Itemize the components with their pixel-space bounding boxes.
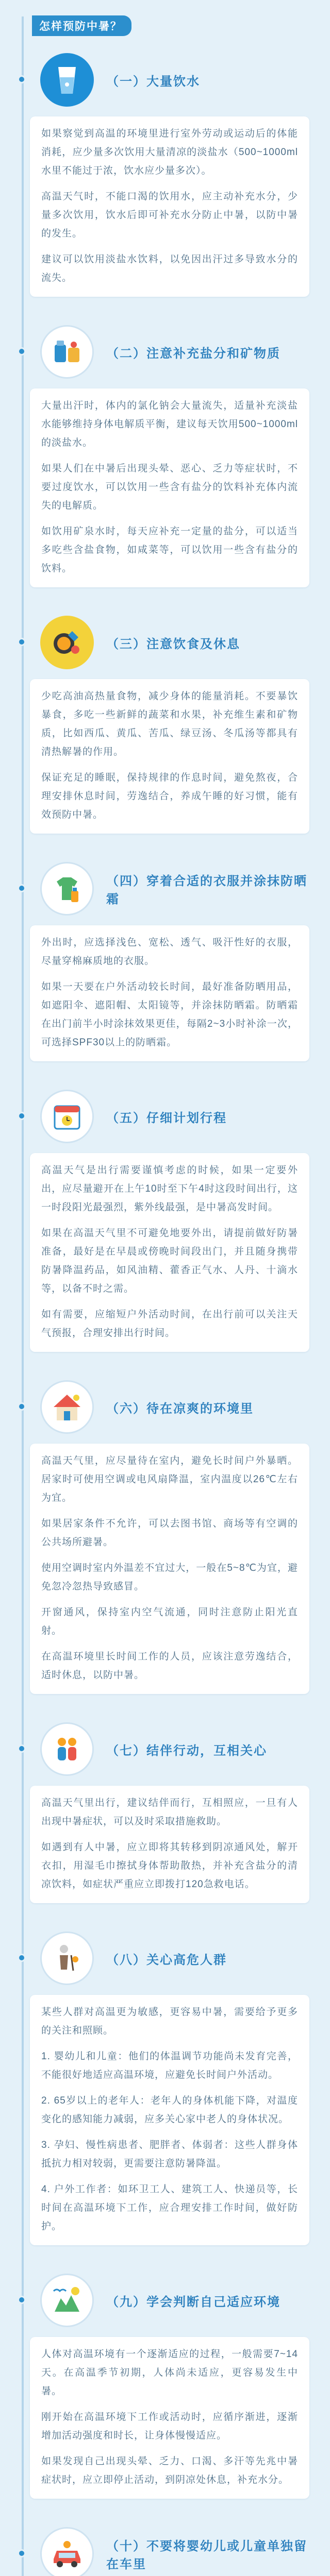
section-title: （一）大量饮水 — [106, 74, 200, 89]
section-title: （五）仔细计划行程 — [106, 1111, 227, 1125]
section-paragraph: 如有需要，应缩短户外活动时间，在出行前可以关注天气预报，合理安排出行时间。 — [41, 1309, 298, 1338]
section-body — [30, 388, 309, 587]
section-paragraph: 使用空调时室内外温差不宜过大，一般在5~8℃为宜，避免忽冷忽热导致感冒。 — [41, 1563, 298, 1592]
section-body — [30, 925, 309, 1061]
section-header — [30, 1080, 309, 1153]
section-paragraph: 建议可以饮用淡盐水饮料，以免因出汗过多导致水分的流失。 — [41, 254, 298, 283]
section-adapt-environment — [30, 2264, 309, 2499]
section-paragraph: 高温天气是出行需要谨慎考虑的时候，如果一定要外出，应尽量避开在上午10时至下午4时这段时间出行，这一时段阳光最强烈，紫外线最强，是中暑高发时间。 — [41, 1165, 298, 1213]
section-paragraph: 大量出汗时，体内的氯化钠会大量流失，适量补充淡盐水能够维持身体电解质平衡，建议每天饮用500~1000ml的淡盐水。 — [41, 400, 298, 448]
timeline-dot — [18, 638, 26, 646]
section-cool-environment — [30, 1370, 309, 1694]
section-title: （四）穿着合适的衣服并涂抹防晒霜 — [106, 874, 307, 906]
section-body — [30, 1995, 309, 2245]
cool-environment-icon — [40, 1380, 94, 1434]
section-paragraph: 如果一天要在户外活动较长时间，最好准备防晒用品，如遮阳伞、遮阳帽、太阳镜等，并涂抹防晒霜。防晒霜在出门前半小时涂抹效果更佳，每隔2~3小时补涂一次，可选择SPF30以上的防晒霜。 — [41, 981, 298, 1048]
section-paragraph: 保证充足的睡眠，保持规律的作息时间，避免熬夜，合理安排休息时间，劳逸结合，养成午睡的好习惯，能有效预防中暑。 — [41, 772, 298, 820]
section-paragraph: 如果察觉到高温的环境里进行室外劳动或运动后的体能消耗，应少量多次饮用大量清凉的淡盐水（500~1000ml 水里不能过于浓，饮水应少量多次）。 — [41, 128, 298, 176]
timeline-dot — [18, 2549, 26, 2557]
section-title: （六）待在凉爽的环境里 — [106, 1401, 254, 1416]
section-drink-water — [30, 43, 309, 297]
section-plan-trip — [30, 1080, 309, 1352]
timeline-dot — [18, 884, 26, 892]
section-header — [30, 852, 309, 925]
section-body — [30, 1786, 309, 1903]
section-paragraph: 刚开始在高温环境下工作或活动时，应循序渐进，逐渐增加活动强度和时长，让身体慢慢适应。 — [41, 2412, 298, 2441]
timeline-dot — [18, 2296, 26, 2304]
water-cup-icon — [40, 53, 94, 107]
section-paragraph: 如果居家条件不允许，可以去图书馆、商场等有空调的公共场所避暑。 — [41, 1518, 298, 1548]
section-body — [30, 679, 309, 834]
section-salt-minerals — [30, 315, 309, 587]
section-paragraph: 4. 户外工作者：如环卫工人、建筑工人、快递员等，长时间在高温环境下工作，应合理安排工作时间，做好防护。 — [41, 2184, 298, 2232]
food-rest-icon — [40, 616, 94, 669]
timeline-dot — [18, 75, 26, 83]
sections-list — [0, 43, 330, 2576]
clothes-sunscreen-icon — [40, 862, 94, 916]
section-paragraph: 高温天气里出行，建议结伴而行，互相照应，一旦有人出现中暑症状，可以及时采取措施救助。 — [41, 1798, 298, 1827]
page-title: 怎样预防中暑？ — [32, 15, 131, 36]
section-title: （二）注意补充盐分和矿物质 — [106, 346, 280, 361]
timeline-dot — [18, 347, 26, 355]
section-header — [30, 1922, 309, 1995]
timeline-dot — [18, 1402, 26, 1411]
section-paragraph: 少吃高油高热量食物，减少身体的能量消耗。不要暴饮暴食，多吃一些新鲜的蔬菜和水果，补充维生素和矿物质，比如西瓜、黄瓜、苦瓜、绿豆汤、冬瓜汤等都具有清热解暑的作用。 — [41, 691, 298, 757]
section-paragraph: 高温天气时，不能口渴的饮用水，应主动补充水分，少量多次饮用，饮水后即可补充水分防止中暑，以防中暑的发生。 — [41, 191, 298, 239]
section-paragraph: 外出时，应选择浅色、宽松、透气、吸汗性好的衣服，尽量穿棉麻质地的衣服。 — [41, 937, 298, 967]
section-body — [30, 116, 309, 297]
section-paragraph: 1. 婴幼儿和儿童：他们的体温调节功能尚未发育完善，不能很好地适应高温环境，应避免长时间户外活动。 — [41, 2051, 298, 2080]
section-paragraph: 如饮用矿泉水时，每天应补充一定量的盐分，可以适当多吃些含盐食物，如咸菜等，可以饮用一些含有盐分的饮料。 — [41, 526, 298, 574]
section-title: （十）不要将婴幼儿或儿童单独留在车里 — [106, 2539, 307, 2571]
section-paragraph: 人体对高温环境有一个逐渐适应的过程，一般需要7~14天。在高温季节初期，人体尚未适应，更容易发生中暑。 — [41, 2349, 298, 2397]
timeline-dot — [18, 1744, 26, 1753]
elderly-care-icon — [40, 1931, 94, 1985]
section-paragraph: 某些人群对高温更为敏感，更容易中暑，需要给予更多的关注和照顾。 — [41, 2007, 298, 2036]
section-title: （三）注意饮食及休息 — [106, 637, 240, 651]
adapt-environment-icon — [40, 2274, 94, 2327]
section-paragraph: 如果发现自己出现头晕、乏力、口渴、多汗等先兆中暑症状时，应立即停止活动，到阴凉处休息，补充水分。 — [41, 2456, 298, 2485]
section-title: （八）关心高危人群 — [106, 1953, 227, 1967]
section-header — [30, 2264, 309, 2337]
section-title: （七）结伴行动，互相关心 — [106, 1743, 267, 1758]
section-companions — [30, 1713, 309, 1903]
car-child-icon — [40, 2527, 94, 2576]
salt-mineral-icon — [40, 325, 94, 379]
companions-icon — [40, 1722, 94, 1776]
section-child-in-car — [30, 2517, 309, 2576]
section-header — [30, 1713, 309, 1786]
section-header — [30, 315, 309, 388]
section-body — [30, 1444, 309, 1694]
section-header — [30, 1370, 309, 1444]
section-clothes-sunscreen — [30, 852, 309, 1061]
section-header — [30, 2517, 309, 2576]
timeline-dot — [18, 1954, 26, 1962]
section-title: （九）学会判断自己适应环境 — [106, 2295, 280, 2309]
section-diet-rest — [30, 606, 309, 834]
section-paragraph: 如果在高温天气里不可避免地要外出，请提前做好防暑准备，最好是在早晨或傍晚时间段出门，并且随身携带防暑降温药品，如风油精、藿香正气水、人丹、十滴水等，以备不时之需。 — [41, 1228, 298, 1294]
section-header — [30, 43, 309, 116]
section-header — [30, 606, 309, 679]
section-paragraph: 2. 65岁以上的老年人：老年人的身体机能下降，对温度变化的感知能力减弱，应多关心家中老人的身体状况。 — [41, 2095, 298, 2125]
section-paragraph: 高温天气里，应尽量待在室内，避免长时间户外暴晒。居家时可使用空调或电风扇降温，室内温度以26℃左右为宜。 — [41, 1455, 298, 1503]
section-paragraph: 3. 孕妇、慢性病患者、肥胖者、体弱者：这些人群身体抵抗力相对较弱，更需要注意防暑降温。 — [41, 2140, 298, 2169]
section-high-risk-groups — [30, 1922, 309, 2245]
timeline-dot — [18, 1112, 26, 1120]
section-body — [30, 2337, 309, 2499]
section-paragraph: 开窗通风，保持室内空气流通，同时注意防止阳光直射。 — [41, 1607, 298, 1636]
section-paragraph: 如遇到有人中暑，应立即将其转移到阴凉通风处，解开衣扣，用湿毛巾擦拭身体帮助散热，并补充含盐分的清凉饮料，如症状严重应立即拨打120急救电话。 — [41, 1842, 298, 1890]
section-body — [30, 1153, 309, 1352]
calendar-plan-icon — [40, 1090, 94, 1143]
section-paragraph: 在高温环境里长时间工作的人员，应该注意劳逸结合，适时休息，以防中暑。 — [41, 1651, 298, 1681]
section-paragraph: 如果人们在中暑后出现头晕、恶心、乏力等症状时，不要过度饮水，可以饮用一些含有盐分的饮料补充体内流失的电解质。 — [41, 463, 298, 511]
